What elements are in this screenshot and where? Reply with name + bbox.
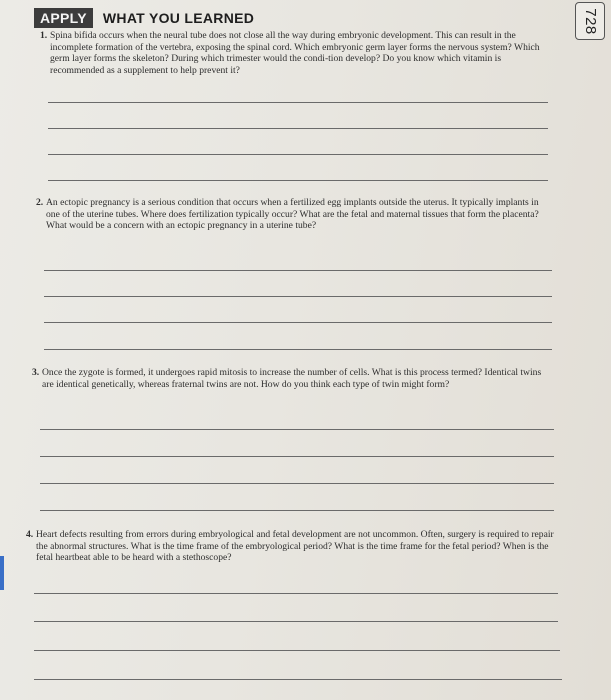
page-number-box: [575, 2, 605, 40]
question-3: [32, 367, 552, 390]
answer-line[interactable]: [40, 456, 554, 457]
question-text: Heart defects resulting from errors during embryological and fetal development are not uncommon. Often, surgery is required to repair the abnormal structures. What is the time frame of the embryological period? What is the time frame for the fetal period? When is the fetal heartbeat able to be heard with a stethoscope?: [36, 529, 554, 564]
answer-line[interactable]: [48, 154, 548, 155]
question-number: 4.: [26, 529, 34, 540]
answer-line[interactable]: [48, 180, 548, 181]
answer-line[interactable]: [34, 679, 562, 680]
section-header: [34, 8, 254, 28]
question-1: [40, 30, 540, 76]
question-text: An ectopic pregnancy is a serious condition that occurs when a fertilized egg implants outside the uterus. It typically implants in one of the uterine tubes. Where does fertilization typically occur? What are the fetal and maternal tissues that form the placenta? What would be a concern with an ectopic pregnancy in a uterine tube?: [46, 197, 539, 232]
question-2: [36, 197, 550, 232]
page-number: 728: [581, 7, 599, 35]
answer-line[interactable]: [40, 483, 554, 484]
answer-line[interactable]: [48, 102, 548, 103]
answer-line[interactable]: [40, 429, 554, 430]
question-text: Spina bifida occurs when the neural tube does not close all the way during embryonic development. This can result in the incomplete formation of the vertebra, exposing the spinal cord. Which embryonic germ layer forms the nervous system? Which germ layer forms the skeleton? During which trimester would the condi-tion develop? Do you know which vitamin is recommended as a supplement to help prevent it?: [50, 30, 540, 76]
question-text: Once the zygote is formed, it undergoes rapid mitosis to increase the number of cells. What is this process termed? Identical twins are identical genetically, whereas fraternal twins are not. How do you think each type of twin might form?: [42, 367, 542, 390]
answer-line[interactable]: [44, 296, 552, 297]
apply-badge: APPLY: [34, 8, 93, 28]
edge-tab-marker: [0, 556, 4, 590]
answer-line[interactable]: [44, 270, 552, 271]
answer-line[interactable]: [34, 650, 560, 651]
answer-line[interactable]: [44, 349, 552, 350]
answer-line[interactable]: [34, 593, 558, 594]
answer-line[interactable]: [34, 621, 558, 622]
question-4: [26, 529, 556, 564]
question-number: 3.: [32, 367, 40, 378]
question-number: 1.: [40, 30, 48, 41]
answer-line[interactable]: [40, 510, 554, 511]
question-number: 2.: [36, 197, 44, 208]
answer-line[interactable]: [44, 322, 552, 323]
section-title: WHAT YOU LEARNED: [102, 10, 255, 26]
answer-line[interactable]: [48, 128, 548, 129]
